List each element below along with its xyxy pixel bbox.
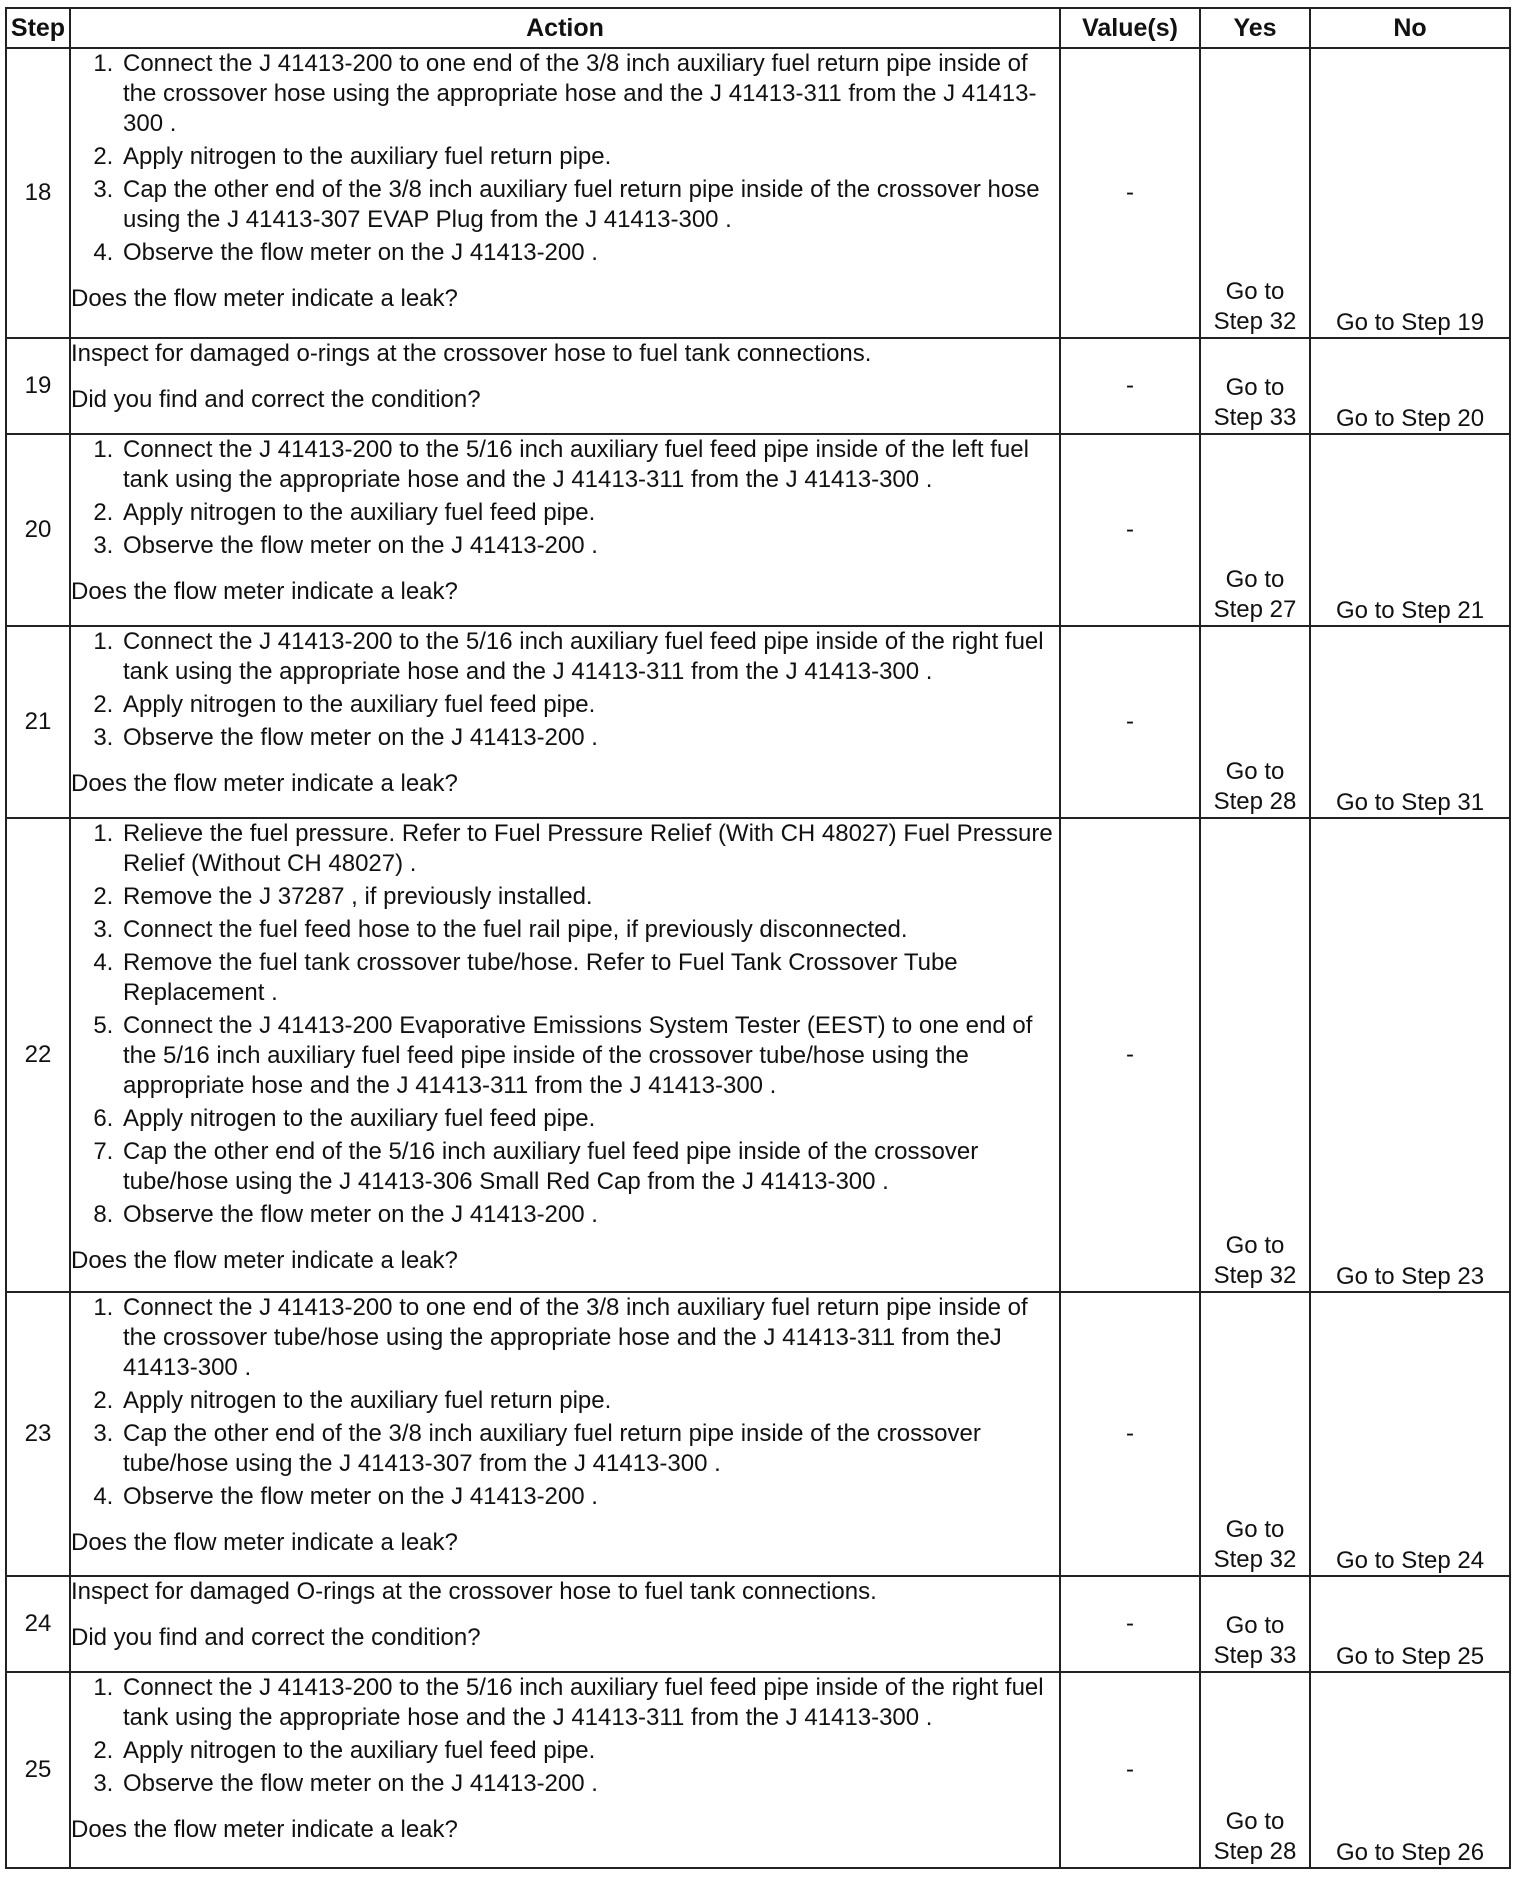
header-action: Action bbox=[70, 8, 1060, 48]
yes-branch bbox=[1200, 626, 1310, 818]
value-cell: - bbox=[1060, 818, 1200, 1292]
instruction-item: 4. Observe the flow meter on the J 41413-200 . bbox=[120, 1482, 1059, 1512]
instruction-item: 7. Cap the other end of the 5/16 inch auxiliary fuel feed pipe inside of the crossover tube/hose using the J 41413-306 Small Red Cap from the J 41413-300 . bbox=[120, 1137, 1059, 1197]
table-row bbox=[6, 626, 1510, 818]
diagnostic-procedure-table bbox=[5, 7, 1511, 1869]
no-branch: Go to Step 26 bbox=[1310, 1672, 1510, 1868]
table-row bbox=[6, 1672, 1510, 1868]
instruction-item: 1. Connect the J 41413-200 to one end of the 3/8 inch auxiliary fuel return pipe inside of the crossover tube/hose using the appropriate hose and the J 41413-311 from theJ 41413-300 . bbox=[120, 1293, 1059, 1383]
instruction-item: 2. Apply nitrogen to the auxiliary fuel feed pipe. bbox=[120, 690, 1059, 720]
table-row bbox=[6, 1292, 1510, 1576]
no-branch: Go to Step 25 bbox=[1310, 1576, 1510, 1672]
yes-branch-label: Go to Step 32 bbox=[1213, 278, 1297, 335]
yes-branch bbox=[1200, 1576, 1310, 1672]
step-number: 19 bbox=[6, 338, 70, 434]
instruction-list bbox=[71, 1293, 1059, 1512]
instruction-list bbox=[71, 49, 1059, 268]
decision-question: Does the flow meter indicate a leak? bbox=[71, 1529, 458, 1556]
yes-branch bbox=[1200, 818, 1310, 1292]
table-header-row bbox=[6, 8, 1510, 48]
no-branch: Go to Step 19 bbox=[1310, 48, 1510, 338]
no-branch: Go to Step 31 bbox=[1310, 626, 1510, 818]
table-row bbox=[6, 818, 1510, 1292]
instruction-item: 2. Remove the J 37287 , if previously installed. bbox=[120, 882, 1059, 912]
instruction-item: 5. Connect the J 41413-200 Evaporative Emissions System Tester (EEST) to one end of the 5/16 inch auxiliary fuel feed pipe inside of the crossover tube/hose using the appropriate hose and the J 41413-311 from the J 41413-300 . bbox=[120, 1011, 1059, 1101]
yes-branch-label: Go to Step 32 bbox=[1213, 1232, 1297, 1289]
table-row bbox=[6, 48, 1510, 338]
yes-branch-label: Go to Step 28 bbox=[1213, 758, 1297, 815]
header-no: No bbox=[1310, 8, 1510, 48]
action-cell bbox=[70, 48, 1060, 338]
action-cell bbox=[70, 1576, 1060, 1672]
decision-question: Does the flow meter indicate a leak? bbox=[71, 1816, 458, 1843]
table-row bbox=[6, 434, 1510, 626]
step-number: 23 bbox=[6, 1292, 70, 1576]
step-number: 20 bbox=[6, 434, 70, 626]
value-cell: - bbox=[1060, 1672, 1200, 1868]
step-number: 25 bbox=[6, 1672, 70, 1868]
instruction-list bbox=[71, 627, 1059, 753]
yes-branch bbox=[1200, 1672, 1310, 1868]
step-number: 21 bbox=[6, 626, 70, 818]
header-values: Value(s) bbox=[1060, 8, 1200, 48]
table-row bbox=[6, 1576, 1510, 1672]
value-cell: - bbox=[1060, 1576, 1200, 1672]
action-intro: Inspect for damaged O-rings at the crossover hose to fuel tank connections. bbox=[71, 1578, 877, 1605]
instruction-item: 3. Observe the flow meter on the J 41413-200 . bbox=[120, 531, 1059, 561]
instruction-item: 2. Apply nitrogen to the auxiliary fuel return pipe. bbox=[120, 1386, 1059, 1416]
no-branch: Go to Step 21 bbox=[1310, 434, 1510, 626]
yes-branch bbox=[1200, 1292, 1310, 1576]
yes-branch-label: Go to Step 33 bbox=[1213, 374, 1297, 431]
instruction-item: 3. Observe the flow meter on the J 41413-200 . bbox=[120, 1769, 1059, 1799]
yes-branch-label: Go to Step 27 bbox=[1213, 566, 1297, 623]
value-cell: - bbox=[1060, 338, 1200, 434]
decision-question: Does the flow meter indicate a leak? bbox=[71, 285, 458, 312]
action-cell bbox=[70, 818, 1060, 1292]
step-number: 22 bbox=[6, 818, 70, 1292]
yes-branch bbox=[1200, 434, 1310, 626]
instruction-item: 3. Connect the fuel feed hose to the fuel rail pipe, if previously disconnected. bbox=[120, 915, 1059, 945]
decision-question: Does the flow meter indicate a leak? bbox=[71, 578, 458, 605]
yes-branch-label: Go to Step 28 bbox=[1213, 1808, 1297, 1865]
instruction-item: 3. Observe the flow meter on the J 41413-200 . bbox=[120, 723, 1059, 753]
instruction-item: 2. Apply nitrogen to the auxiliary fuel feed pipe. bbox=[120, 1736, 1059, 1766]
header-step: Step bbox=[6, 8, 70, 48]
instruction-item: 2. Apply nitrogen to the auxiliary fuel feed pipe. bbox=[120, 498, 1059, 528]
instruction-list bbox=[71, 1673, 1059, 1799]
instruction-item: 1. Connect the J 41413-200 to one end of the 3/8 inch auxiliary fuel return pipe inside of the crossover hose using the appropriate hose and the J 41413-311 from the J 41413-300 . bbox=[120, 49, 1059, 139]
step-number: 24 bbox=[6, 1576, 70, 1672]
decision-question: Did you find and correct the condition? bbox=[71, 1624, 481, 1651]
action-cell bbox=[70, 1672, 1060, 1868]
action-cell bbox=[70, 626, 1060, 818]
no-branch: Go to Step 24 bbox=[1310, 1292, 1510, 1576]
value-cell: - bbox=[1060, 626, 1200, 818]
value-cell: - bbox=[1060, 434, 1200, 626]
decision-question: Did you find and correct the condition? bbox=[71, 386, 481, 413]
instruction-item: 1. Connect the J 41413-200 to the 5/16 inch auxiliary fuel feed pipe inside of the right fuel tank using the appropriate hose and the J 41413-311 from the J 41413-300 . bbox=[120, 627, 1059, 687]
action-intro: Inspect for damaged o-rings at the crossover hose to fuel tank connections. bbox=[71, 340, 872, 367]
yes-branch bbox=[1200, 48, 1310, 338]
instruction-item: 2. Apply nitrogen to the auxiliary fuel return pipe. bbox=[120, 142, 1059, 172]
action-cell bbox=[70, 1292, 1060, 1576]
instruction-list bbox=[71, 819, 1059, 1230]
instruction-item: 8. Observe the flow meter on the J 41413-200 . bbox=[120, 1200, 1059, 1230]
instruction-item: 3. Cap the other end of the 3/8 inch auxiliary fuel return pipe inside of the crossover hose using the J 41413-307 EVAP Plug from the J 41413-300 . bbox=[120, 175, 1059, 235]
decision-question: Does the flow meter indicate a leak? bbox=[71, 1247, 458, 1274]
no-branch: Go to Step 20 bbox=[1310, 338, 1510, 434]
yes-branch-label: Go to Step 33 bbox=[1213, 1612, 1297, 1669]
value-cell: - bbox=[1060, 48, 1200, 338]
instruction-item: 1. Connect the J 41413-200 to the 5/16 inch auxiliary fuel feed pipe inside of the left fuel tank using the appropriate hose and the J 41413-311 from the J 41413-300 . bbox=[120, 435, 1059, 495]
header-yes: Yes bbox=[1200, 8, 1310, 48]
table-row bbox=[6, 338, 1510, 434]
no-branch: Go to Step 23 bbox=[1310, 818, 1510, 1292]
instruction-item: 3. Cap the other end of the 3/8 inch auxiliary fuel return pipe inside of the crossover tube/hose using the J 41413-307 from the J 41413-300 . bbox=[120, 1419, 1059, 1479]
instruction-item: 6. Apply nitrogen to the auxiliary fuel feed pipe. bbox=[120, 1104, 1059, 1134]
yes-branch-label: Go to Step 32 bbox=[1213, 1516, 1297, 1573]
instruction-item: 4. Observe the flow meter on the J 41413-200 . bbox=[120, 238, 1059, 268]
step-number: 18 bbox=[6, 48, 70, 338]
instruction-item: 4. Remove the fuel tank crossover tube/hose. Refer to Fuel Tank Crossover Tube Replacement . bbox=[120, 948, 1059, 1008]
yes-branch bbox=[1200, 338, 1310, 434]
decision-question: Does the flow meter indicate a leak? bbox=[71, 770, 458, 797]
instruction-item: 1. Relieve the fuel pressure. Refer to Fuel Pressure Relief (With CH 48027) Fuel Pressure Relief (Without CH 48027) . bbox=[120, 819, 1059, 879]
action-cell bbox=[70, 434, 1060, 626]
instruction-list bbox=[71, 435, 1059, 561]
instruction-item: 1. Connect the J 41413-200 to the 5/16 inch auxiliary fuel feed pipe inside of the right fuel tank using the appropriate hose and the J 41413-311 from the J 41413-300 . bbox=[120, 1673, 1059, 1733]
action-cell bbox=[70, 338, 1060, 434]
value-cell: - bbox=[1060, 1292, 1200, 1576]
